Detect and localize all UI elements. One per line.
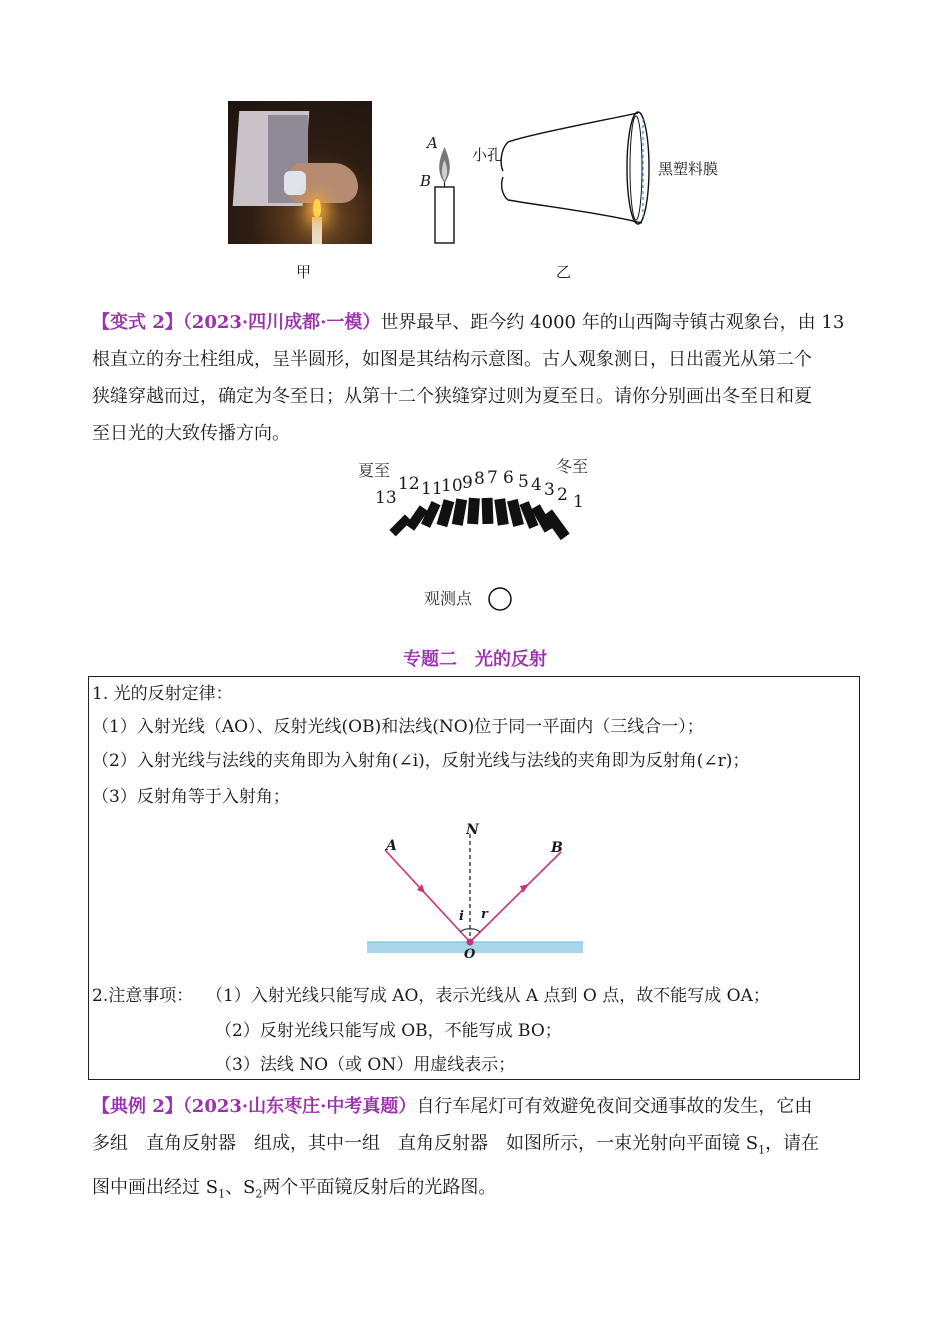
rules-item1: （1）入射光线（AO）、反射光线(OB)和法线(NO)位于同一平面内（三线合一）； bbox=[92, 717, 704, 737]
example2-line2a: 多组 直角反射器 组成，其中一组 直角反射器 如图所示，一束光射向平面镜 S bbox=[92, 1133, 759, 1154]
example2-sub-s1b: 1 bbox=[218, 1187, 226, 1201]
caption-right: 乙 bbox=[556, 263, 572, 281]
pillar-4: 4 bbox=[531, 475, 542, 495]
pillar-3: 3 bbox=[544, 480, 555, 500]
variant2-source: （2023·四川成都·一模） bbox=[182, 312, 381, 333]
variant2-line4: 至日光的大致传播方向。 bbox=[92, 423, 290, 444]
ray-label-a: A bbox=[386, 838, 397, 854]
observer-circle bbox=[487, 586, 515, 614]
pillar-11: 11 bbox=[421, 479, 443, 499]
example2-line3a: 图中画出经过 S bbox=[92, 1176, 219, 1198]
variant2-line2: 根直立的夯土柱组成，呈半圆形，如图是其结构示意图。古人观象测日，日出霞光从第二个 bbox=[92, 349, 812, 370]
summer-label: 夏至 bbox=[358, 461, 391, 480]
pillar-12: 12 bbox=[398, 474, 420, 494]
rules-item3: （3）反射角等于入射角； bbox=[92, 787, 290, 807]
caption-left: 甲 bbox=[296, 263, 312, 281]
observer-label: 观测点 bbox=[424, 589, 473, 608]
pillar-9: 9 bbox=[462, 473, 473, 493]
normal-label-n: N bbox=[466, 822, 479, 838]
example2-source: （2023·山东枣庄·中考真题） bbox=[182, 1096, 417, 1117]
rules-heading: 1. 光的反射定律： bbox=[92, 684, 233, 704]
variant2-line3: 狭缝穿越而过，确定为冬至日；从第十二个狭缝穿过则为夏至日。请你分别画出冬至日和夏 bbox=[92, 386, 812, 407]
note3: （3）法线 NO（或 ON）用虚线表示； bbox=[215, 1055, 516, 1075]
candle-label-b: B bbox=[420, 172, 432, 190]
section-title: 专题二 光的反射 bbox=[403, 649, 547, 670]
example2-tag: 【典例 2】 bbox=[92, 1096, 183, 1117]
pillar-2: 2 bbox=[557, 485, 568, 505]
pillar-7: 7 bbox=[487, 468, 498, 488]
pillar-1: 1 bbox=[573, 492, 584, 512]
example2-line3c: 两个平面镜反射后的光路图。 bbox=[262, 1176, 497, 1198]
pillar-5: 5 bbox=[518, 472, 529, 492]
angle-label-i: i bbox=[459, 909, 464, 924]
notes-heading: 2.注意事项： bbox=[92, 986, 194, 1006]
note1: （1）入射光线只能写成 AO，表示光线从 A 点到 O 点，故不能写成 OA； bbox=[206, 986, 770, 1006]
example2-sub-s2: 2 bbox=[255, 1187, 263, 1201]
variant2-paragraph bbox=[92, 304, 862, 452]
example2-paragraph bbox=[92, 1088, 862, 1212]
example2-line2b: ，请在 bbox=[765, 1133, 820, 1154]
variant2-line1: 世界最早、距今约 4000 年的山西陶寺镇古观象台，由 13 bbox=[380, 312, 845, 333]
pillar-6: 6 bbox=[503, 468, 514, 488]
variant2-tag: 【变式 2】 bbox=[92, 312, 183, 333]
point-label-o: O bbox=[464, 947, 476, 962]
winter-label: 冬至 bbox=[556, 457, 589, 476]
film-label: 黑塑料膜 bbox=[658, 160, 719, 178]
candle-label-a: A bbox=[427, 134, 438, 152]
ray-label-b: B bbox=[551, 840, 563, 856]
angle-label-r: r bbox=[481, 907, 488, 922]
example2-line1: 自行车尾灯可有效避免夜间交通事故的发生，它由 bbox=[416, 1096, 813, 1117]
pinhole-label: 小孔 bbox=[472, 146, 503, 164]
example2-line3b: 、S bbox=[225, 1176, 256, 1198]
pillar-10: 10 bbox=[441, 476, 463, 496]
experiment-photo bbox=[228, 101, 372, 244]
rules-item2: （2）入射光线与法线的夹角即为入射角(∠i)，反射光线与法线的夹角即为反射角(∠r)； bbox=[92, 751, 750, 771]
example2-sub-s1: 1 bbox=[758, 1143, 766, 1157]
pillar-13: 13 bbox=[375, 488, 397, 508]
pillar-8: 8 bbox=[474, 469, 485, 489]
note2: （2）反射光线只能写成 OB，不能写成 BO； bbox=[215, 1021, 562, 1041]
